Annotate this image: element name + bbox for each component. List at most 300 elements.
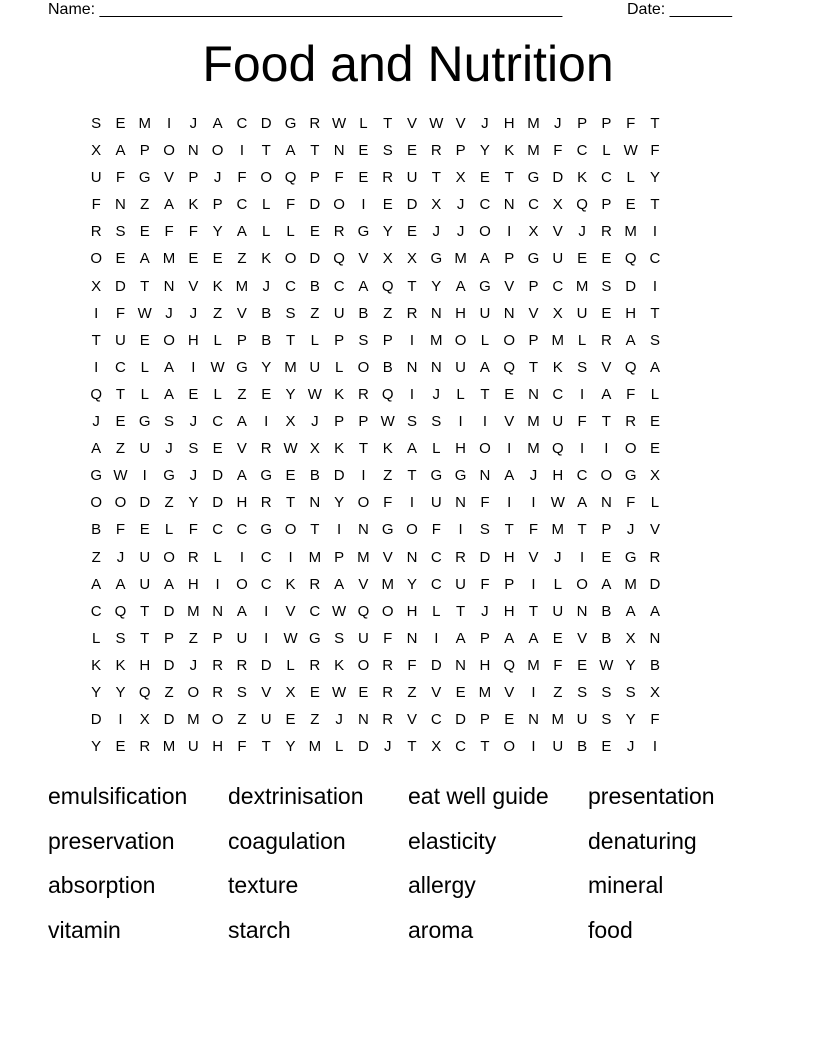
grid-cell[interactable]: Q	[90, 385, 102, 403]
grid-cell[interactable]: O	[333, 196, 345, 214]
grid-cell[interactable]: L	[164, 521, 174, 539]
grid-cell[interactable]: K	[334, 656, 345, 674]
grid-cell[interactable]: R	[309, 115, 321, 132]
grid-cell[interactable]: Q	[357, 602, 370, 620]
grid-cell[interactable]: L	[553, 575, 562, 593]
grid-cell[interactable]: O	[479, 223, 491, 241]
grid-cell[interactable]: S	[285, 304, 296, 322]
grid-cell[interactable]: I	[580, 385, 585, 403]
grid-cell[interactable]: N	[528, 385, 539, 403]
grid-cell[interactable]: H	[503, 548, 515, 566]
grid-cell[interactable]: Y	[479, 142, 490, 160]
grid-cell[interactable]: R	[382, 169, 394, 187]
grid-cell[interactable]: N	[406, 629, 418, 647]
grid-cell[interactable]: E	[479, 169, 490, 187]
grid-cell[interactable]: X	[285, 413, 296, 431]
grid-cell[interactable]: A	[164, 196, 175, 214]
grid-cell[interactable]: P	[504, 250, 515, 268]
grid-cell[interactable]: A	[455, 277, 466, 295]
grid-cell[interactable]: U	[139, 548, 151, 566]
grid-cell[interactable]: O	[576, 575, 588, 593]
grid-cell[interactable]: Z	[140, 196, 150, 214]
grid-cell[interactable]: A	[577, 494, 588, 512]
grid-cell[interactable]: A	[601, 575, 612, 593]
grid-cell[interactable]: U	[357, 629, 369, 647]
grid-cell[interactable]: R	[260, 494, 272, 512]
grid-cell[interactable]: Y	[285, 385, 296, 403]
grid-cell[interactable]: I	[264, 629, 269, 647]
grid-cell[interactable]: M	[308, 738, 322, 756]
grid-cell[interactable]: J	[456, 196, 465, 214]
grid-cell[interactable]: C	[430, 575, 442, 593]
grid-cell[interactable]: C	[479, 196, 491, 214]
grid-cell[interactable]: N	[576, 602, 588, 620]
grid-cell[interactable]: D	[309, 250, 321, 268]
grid-cell[interactable]: Y	[91, 738, 102, 756]
grid-cell[interactable]: L	[334, 358, 344, 376]
grid-cell[interactable]: M	[551, 331, 565, 349]
grid-cell[interactable]: Q	[114, 602, 127, 620]
grid-cell[interactable]: D	[406, 196, 418, 214]
grid-cell[interactable]: N	[115, 196, 126, 214]
grid-cell[interactable]: T	[650, 115, 660, 132]
grid-cell[interactable]: O	[357, 358, 370, 376]
grid-cell[interactable]: A	[236, 413, 247, 431]
grid-cell[interactable]: E	[649, 440, 660, 458]
grid-cell[interactable]: S	[164, 413, 175, 431]
grid-cell[interactable]: D	[163, 656, 175, 674]
grid-cell[interactable]: O	[211, 711, 224, 729]
grid-cell[interactable]: V	[455, 115, 466, 132]
grid-cell[interactable]: U	[552, 250, 564, 268]
grid-cell[interactable]: G	[479, 277, 491, 295]
grid-cell[interactable]: D	[309, 196, 321, 214]
grid-cell[interactable]: U	[406, 169, 418, 187]
grid-cell[interactable]: F	[431, 521, 441, 539]
grid-cell[interactable]: J	[92, 413, 100, 431]
grid-cell[interactable]: G	[90, 467, 102, 485]
grid-cell[interactable]: R	[406, 304, 418, 322]
grid-cell[interactable]: U	[333, 304, 345, 322]
grid-cell[interactable]: N	[430, 358, 442, 376]
grid-cell[interactable]: I	[264, 602, 269, 620]
grid-cell[interactable]: B	[261, 304, 272, 322]
grid-cell[interactable]: F	[626, 115, 636, 132]
grid-cell[interactable]: X	[91, 277, 102, 295]
grid-cell[interactable]: P	[479, 629, 490, 647]
grid-cell[interactable]: M	[478, 683, 492, 701]
grid-cell[interactable]: E	[577, 656, 588, 674]
grid-cell[interactable]: X	[285, 683, 296, 701]
grid-cell[interactable]: K	[261, 250, 272, 268]
grid-cell[interactable]: P	[455, 142, 466, 160]
grid-cell[interactable]: U	[552, 602, 564, 620]
grid-cell[interactable]: T	[358, 440, 368, 458]
grid-cell[interactable]: R	[357, 385, 369, 403]
grid-cell[interactable]: W	[332, 683, 347, 701]
grid-cell[interactable]: D	[90, 711, 102, 729]
grid-cell[interactable]: L	[140, 385, 149, 403]
grid-cell[interactable]: X	[649, 683, 660, 701]
grid-cell[interactable]: Y	[212, 223, 223, 241]
grid-cell[interactable]: O	[454, 331, 467, 349]
grid-cell[interactable]: P	[479, 711, 490, 729]
grid-cell[interactable]: K	[115, 656, 126, 674]
grid-cell[interactable]: K	[212, 277, 223, 295]
grid-cell[interactable]: I	[94, 304, 99, 322]
grid-cell[interactable]: N	[309, 494, 321, 512]
grid-cell[interactable]: R	[260, 440, 272, 458]
grid-cell[interactable]: K	[504, 142, 515, 160]
grid-cell[interactable]: F	[626, 494, 636, 512]
grid-cell[interactable]: X	[455, 169, 466, 187]
grid-cell[interactable]: I	[531, 494, 536, 512]
grid-cell[interactable]: I	[239, 142, 245, 160]
grid-cell[interactable]: E	[115, 115, 126, 132]
grid-cell[interactable]: B	[309, 277, 320, 295]
grid-cell[interactable]: D	[552, 169, 564, 187]
grid-cell[interactable]: F	[383, 629, 393, 647]
grid-cell[interactable]: V	[188, 277, 199, 295]
grid-cell[interactable]: J	[432, 223, 441, 241]
grid-cell[interactable]: V	[358, 250, 369, 268]
grid-cell[interactable]: N	[406, 548, 418, 566]
grid-cell[interactable]: Q	[284, 169, 297, 187]
grid-cell[interactable]: U	[236, 629, 248, 647]
grid-cell[interactable]: O	[163, 142, 175, 160]
grid-cell[interactable]: X	[528, 223, 539, 241]
grid-cell[interactable]: I	[507, 494, 512, 512]
grid-cell[interactable]: X	[382, 250, 393, 268]
grid-cell[interactable]: M	[527, 115, 540, 132]
grid-cell[interactable]: M	[187, 711, 200, 729]
grid-cell[interactable]: P	[334, 413, 345, 431]
grid-cell[interactable]: Z	[310, 304, 320, 322]
grid-cell[interactable]: T	[577, 521, 587, 539]
grid-cell[interactable]: A	[479, 358, 490, 376]
grid-cell[interactable]: F	[553, 656, 563, 674]
grid-cell[interactable]: C	[430, 711, 442, 729]
grid-cell[interactable]: K	[188, 196, 199, 214]
grid-cell[interactable]: D	[333, 467, 345, 485]
grid-cell[interactable]: E	[358, 142, 369, 160]
grid-cell[interactable]: M	[454, 250, 467, 268]
grid-cell[interactable]: D	[649, 575, 661, 593]
grid-cell[interactable]: N	[455, 494, 467, 512]
grid-cell[interactable]: M	[138, 115, 151, 132]
grid-cell[interactable]: T	[115, 385, 126, 403]
date-field-label[interactable]: Date: _______	[627, 1, 732, 18]
grid-cell[interactable]: A	[528, 629, 539, 647]
grid-cell[interactable]: T	[528, 358, 539, 376]
grid-cell[interactable]: I	[531, 683, 536, 701]
grid-cell[interactable]: A	[504, 467, 515, 485]
grid-cell[interactable]: H	[187, 331, 199, 349]
grid-cell[interactable]: Z	[383, 304, 393, 322]
grid-cell[interactable]: A	[625, 331, 636, 349]
grid-cell[interactable]: Y	[625, 656, 636, 674]
grid-cell[interactable]: R	[309, 575, 321, 593]
grid-cell[interactable]: H	[455, 440, 467, 458]
grid-cell[interactable]: I	[434, 629, 439, 647]
grid-cell[interactable]: R	[90, 223, 102, 241]
grid-cell[interactable]: I	[458, 413, 463, 431]
grid-cell[interactable]: G	[260, 467, 273, 485]
grid-cell[interactable]: D	[163, 711, 175, 729]
grid-cell[interactable]: N	[455, 656, 467, 674]
grid-cell[interactable]: C	[260, 548, 272, 566]
grid-cell[interactable]: J	[189, 656, 198, 674]
grid-cell[interactable]: C	[552, 385, 564, 403]
grid-cell[interactable]: T	[601, 413, 611, 431]
grid-cell[interactable]: G	[430, 467, 443, 485]
grid-cell[interactable]: O	[187, 683, 200, 701]
grid-cell[interactable]: F	[407, 656, 417, 674]
grid-cell[interactable]: B	[649, 656, 660, 674]
grid-cell[interactable]: P	[188, 169, 199, 187]
grid-cell[interactable]: J	[481, 602, 489, 620]
grid-cell[interactable]: Y	[261, 358, 272, 376]
grid-cell[interactable]: X	[139, 711, 150, 729]
grid-cell[interactable]: S	[577, 683, 588, 701]
grid-cell[interactable]: X	[407, 250, 418, 268]
grid-cell[interactable]: E	[115, 250, 126, 268]
grid-cell[interactable]: J	[554, 115, 562, 132]
grid-cell[interactable]: M	[551, 711, 565, 729]
grid-cell[interactable]: P	[382, 331, 393, 349]
grid-cell[interactable]: M	[235, 277, 249, 295]
grid-cell[interactable]: F	[115, 304, 126, 322]
grid-cell[interactable]: M	[527, 413, 540, 431]
grid-cell[interactable]: J	[189, 413, 198, 431]
grid-cell[interactable]: W	[550, 494, 565, 512]
grid-cell[interactable]: Z	[407, 683, 417, 701]
grid-cell[interactable]: R	[382, 711, 394, 729]
grid-cell[interactable]: P	[601, 521, 612, 539]
grid-cell[interactable]: F	[91, 196, 101, 214]
grid-cell[interactable]: E	[358, 683, 369, 701]
grid-cell[interactable]: F	[650, 142, 660, 160]
grid-cell[interactable]: T	[310, 521, 320, 539]
grid-cell[interactable]: M	[551, 521, 565, 539]
grid-cell[interactable]: K	[382, 440, 393, 458]
grid-cell[interactable]: Q	[624, 358, 637, 376]
grid-cell[interactable]: E	[407, 223, 418, 241]
grid-cell[interactable]: V	[528, 304, 539, 322]
grid-cell[interactable]: E	[139, 223, 150, 241]
grid-cell[interactable]: P	[309, 169, 320, 187]
grid-cell[interactable]: D	[212, 467, 224, 485]
grid-cell[interactable]: E	[309, 223, 320, 241]
grid-cell[interactable]: F	[188, 223, 198, 241]
grid-cell[interactable]: F	[115, 521, 126, 539]
grid-cell[interactable]: L	[262, 223, 271, 241]
grid-cell[interactable]: E	[601, 304, 612, 322]
grid-cell[interactable]: L	[262, 196, 271, 214]
grid-cell[interactable]: I	[239, 548, 245, 566]
grid-cell[interactable]: O	[600, 467, 613, 485]
grid-cell[interactable]: U	[576, 304, 588, 322]
grid-cell[interactable]: M	[308, 548, 322, 566]
grid-cell[interactable]: R	[600, 331, 612, 349]
grid-cell[interactable]: S	[649, 331, 660, 349]
grid-cell[interactable]: Z	[237, 250, 247, 268]
grid-cell[interactable]: I	[94, 358, 99, 376]
grid-cell[interactable]: I	[507, 223, 512, 241]
grid-cell[interactable]: L	[480, 331, 490, 349]
grid-cell[interactable]: A	[164, 575, 175, 593]
grid-cell[interactable]: W	[210, 358, 225, 376]
grid-cell[interactable]: Q	[381, 277, 394, 295]
grid-cell[interactable]: N	[430, 304, 442, 322]
grid-cell[interactable]: F	[650, 711, 660, 729]
grid-cell[interactable]: R	[455, 548, 467, 566]
grid-cell[interactable]: R	[382, 656, 394, 674]
grid-cell[interactable]: A	[164, 358, 175, 376]
grid-cell[interactable]: I	[215, 575, 220, 593]
grid-cell[interactable]: N	[503, 196, 515, 214]
grid-cell[interactable]: O	[284, 521, 297, 539]
grid-cell[interactable]: V	[261, 683, 272, 701]
grid-cell[interactable]: N	[187, 142, 199, 160]
grid-cell[interactable]: Z	[237, 711, 247, 729]
grid-cell[interactable]: V	[407, 115, 418, 132]
grid-cell[interactable]: G	[260, 521, 273, 539]
grid-cell[interactable]: F	[528, 521, 539, 539]
grid-cell[interactable]: T	[285, 331, 296, 349]
grid-cell[interactable]: R	[333, 223, 345, 241]
grid-cell[interactable]: N	[212, 602, 224, 620]
grid-cell[interactable]: E	[139, 521, 150, 539]
grid-cell[interactable]: N	[163, 277, 175, 295]
grid-cell[interactable]: B	[382, 358, 393, 376]
grid-cell[interactable]: Y	[91, 683, 102, 701]
grid-cell[interactable]: J	[578, 223, 586, 241]
grid-cell[interactable]: W	[113, 467, 128, 485]
grid-cell[interactable]: H	[212, 738, 224, 756]
grid-cell[interactable]: U	[139, 575, 151, 593]
grid-cell[interactable]: P	[577, 115, 588, 132]
grid-cell[interactable]: C	[576, 467, 588, 485]
grid-cell[interactable]: L	[650, 494, 660, 512]
grid-cell[interactable]: M	[162, 738, 176, 756]
grid-cell[interactable]: R	[625, 413, 637, 431]
grid-cell[interactable]: I	[264, 413, 269, 431]
grid-cell[interactable]: T	[407, 738, 417, 756]
grid-cell[interactable]: T	[383, 115, 393, 132]
grid-cell[interactable]: E	[504, 711, 515, 729]
grid-cell[interactable]: C	[212, 521, 224, 539]
grid-cell[interactable]: B	[309, 467, 320, 485]
grid-cell[interactable]: V	[236, 304, 247, 322]
grid-cell[interactable]: I	[142, 467, 147, 485]
grid-cell[interactable]: X	[431, 738, 442, 756]
grid-cell[interactable]: M	[381, 575, 394, 593]
grid-cell[interactable]: H	[503, 602, 515, 620]
grid-cell[interactable]: I	[652, 223, 658, 241]
grid-cell[interactable]: G	[163, 467, 175, 485]
grid-cell[interactable]: Z	[188, 629, 198, 647]
grid-cell[interactable]: W	[283, 629, 298, 647]
grid-cell[interactable]: J	[626, 738, 635, 756]
grid-cell[interactable]: H	[552, 467, 564, 485]
grid-cell[interactable]: C	[212, 413, 224, 431]
grid-cell[interactable]: F	[164, 223, 174, 241]
grid-cell[interactable]: T	[528, 602, 539, 620]
grid-cell[interactable]: I	[531, 575, 536, 593]
grid-cell[interactable]: P	[334, 331, 345, 349]
grid-cell[interactable]: L	[359, 115, 368, 132]
grid-cell[interactable]: U	[552, 738, 564, 756]
grid-cell[interactable]: T	[504, 521, 514, 539]
grid-cell[interactable]: P	[601, 115, 612, 132]
grid-cell[interactable]: V	[382, 548, 393, 566]
grid-cell[interactable]: N	[479, 467, 491, 485]
grid-cell[interactable]: C	[649, 250, 661, 268]
grid-cell[interactable]: O	[163, 331, 175, 349]
grid-cell[interactable]: Y	[115, 683, 126, 701]
grid-cell[interactable]: L	[286, 656, 295, 674]
grid-cell[interactable]: A	[285, 142, 296, 160]
grid-cell[interactable]: O	[211, 142, 224, 160]
grid-cell[interactable]: L	[140, 358, 149, 376]
grid-cell[interactable]: M	[284, 358, 297, 376]
grid-cell[interactable]: W	[332, 602, 347, 620]
grid-cell[interactable]: V	[528, 548, 539, 566]
grid-cell[interactable]: I	[652, 738, 658, 756]
grid-cell[interactable]: F	[237, 738, 247, 756]
grid-cell[interactable]: J	[311, 413, 319, 431]
grid-cell[interactable]: V	[577, 629, 588, 647]
grid-cell[interactable]: S	[601, 711, 612, 729]
grid-cell[interactable]: T	[480, 738, 490, 756]
grid-cell[interactable]: V	[504, 413, 515, 431]
grid-cell[interactable]: E	[625, 196, 636, 214]
grid-cell[interactable]: T	[140, 602, 150, 620]
grid-cell[interactable]: G	[430, 250, 443, 268]
grid-cell[interactable]: Z	[164, 494, 174, 512]
grid-cell[interactable]: B	[91, 521, 102, 539]
grid-cell[interactable]: A	[236, 223, 247, 241]
grid-cell[interactable]: P	[358, 413, 369, 431]
grid-cell[interactable]: D	[260, 656, 272, 674]
grid-cell[interactable]: H	[187, 575, 199, 593]
grid-cell[interactable]: Y	[407, 575, 418, 593]
grid-cell[interactable]: T	[140, 277, 150, 295]
grid-cell[interactable]: E	[649, 413, 660, 431]
grid-cell[interactable]: U	[479, 304, 491, 322]
grid-cell[interactable]: R	[309, 656, 321, 674]
grid-cell[interactable]: C	[455, 738, 467, 756]
grid-cell[interactable]: B	[577, 738, 588, 756]
grid-cell[interactable]: Q	[503, 656, 516, 674]
grid-cell[interactable]: J	[383, 738, 392, 756]
grid-cell[interactable]: A	[91, 440, 102, 458]
grid-cell[interactable]: E	[212, 250, 223, 268]
grid-cell[interactable]: G	[381, 521, 394, 539]
grid-cell[interactable]: C	[90, 602, 102, 620]
grid-cell[interactable]: J	[262, 277, 270, 295]
grid-cell[interactable]: I	[458, 521, 463, 539]
grid-cell[interactable]: U	[576, 711, 588, 729]
grid-cell[interactable]: G	[454, 467, 467, 485]
grid-cell[interactable]: T	[91, 331, 101, 349]
grid-cell[interactable]: F	[480, 575, 490, 593]
grid-cell[interactable]: F	[237, 169, 247, 187]
grid-cell[interactable]: P	[212, 196, 223, 214]
grid-cell[interactable]: I	[580, 548, 585, 566]
grid-cell[interactable]: A	[455, 629, 466, 647]
